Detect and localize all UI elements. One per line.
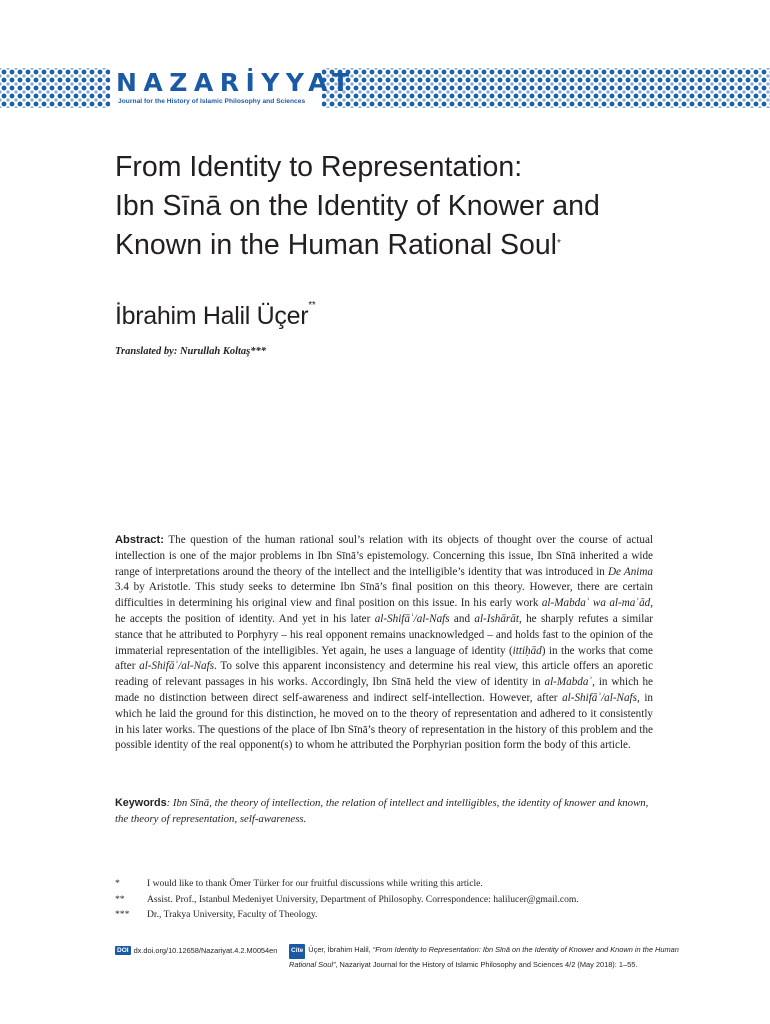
abstract-body [115, 534, 653, 751]
doi-line [115, 946, 277, 955]
abstract-italic-term: De Anima [608, 565, 653, 578]
abstract-italic-term: al-Shifāʾ/al-Nafs [139, 660, 215, 673]
abstract-text: The question of the human rational soul’s relation with its objects of thought over the course of actual intellection is one of the major problems in Ibn Sīnā’s epistemology. Concerning this issue, Ibn Sīnā inherited a wide range of interpretations around the theory of the intellect and the intelligible’s identity that was introduced in [115, 534, 653, 578]
abstract-text: , in which he laid the ground for this distinction, he moved on to the theory of representation and adhered to it consistently in his later works. The questions of the place of Ibn Sīnā’s theory of representation in the history of this problem and the possible identity of the real opponent(s) to whom he attributed the Porphyrian position form the body of this article. [115, 691, 653, 752]
author-name [115, 302, 315, 331]
cite-author: Üçer, İbrahim Halil, [308, 945, 373, 954]
title-line-2: Ibn Sīnā on the Identity of Knower and [115, 190, 600, 222]
abstract [115, 533, 653, 754]
cite-rest: , Nazariyat Journal for the History of Islamic Philosophy and Sciences 4/2 (May 2018): 1–55. [335, 959, 638, 969]
footnote-text: Assist. Prof., Istanbul Medeniyet University, Department of Philosophy. Correspondence: halilucer@gmail.com. [147, 893, 579, 905]
footnote-2 [115, 894, 675, 910]
keywords-text: : Ibn Sīnā, the theory of intellection, the relation of intellect and intelligibles, the identity of knower and known, the theory of representation, self-awareness. [115, 797, 649, 825]
cite-article-title: “From Identity to Representation: Ibn Sīnā on the Identity of Knower and Known in the Human Rational Soul” [289, 945, 679, 969]
doi-tag: DOI [117, 947, 129, 954]
footnote-text: Dr., Trakya University, Faculty of Theology. [147, 909, 318, 920]
abstract-italic-term: al-Mabdaʾ wa al-maʿād [541, 597, 651, 610]
keywords-label: Keywords [115, 797, 167, 809]
abstract-italic-term: al-Shifāʾ/al-Nafs [562, 691, 637, 704]
footnote-1 [115, 878, 675, 894]
doi-link[interactable]: dx.doi.org/10.12658/Nazariyat.4.2.M0054en [133, 946, 278, 955]
citation [289, 944, 689, 971]
footnote-mark: *** [115, 909, 130, 920]
abstract-text: 3.4 by Aristotle. This study seeks to determine Ibn Sīnā’s final position on this theory. However, there are certain difficulties in determining his original view and final position on this issue. In his early work [115, 581, 653, 610]
article-title [115, 148, 715, 265]
abstract-italic-term: ittiḥād [512, 644, 542, 657]
title-line-3-text: Known in the Human Rational Soul [115, 229, 558, 261]
abstract-text: and [449, 612, 475, 625]
translator-line: Translated by: Nurullah Koltaş*** [115, 346, 267, 357]
abstract-italic-term: al-Mabdaʾ [544, 676, 593, 689]
footnote-mark: * [115, 878, 120, 889]
title-footnote-mark: * [557, 238, 561, 249]
footnote-mark: ** [115, 893, 125, 905]
abstract-label: Abstract: [115, 534, 164, 546]
journal-subtitle: Journal for the History of Islamic Philosophy and Sciences [118, 98, 306, 105]
abstract-text: ) in the works that come after [115, 644, 653, 673]
author-text: İbrahim Halil Üçer [115, 302, 309, 330]
abstract-text: , in which he made no distinction between direct self-awareness and indirect self-intellection. However, after [115, 676, 653, 704]
title-line-1: From Identity to Representation: [115, 151, 523, 183]
abstract-text: . To solve this apparent inconsistency and determine his real view, this article offers an aporetic reading of relevant passages in his works. Accordingly, Ibn Sīnā held the view of identity in [115, 660, 653, 689]
abstract-italic-term: al-Shifāʾ/al-Nafs [374, 612, 450, 625]
cite-tag: Cite [289, 944, 305, 959]
abstract-text: , he sharply refutes a similar stance that he attributed to Porphyry – his real opponent remains unacknowledged – and holds fast to the opinion of the immaterial representation of the intelligibles. Yet again, he uses a language of identity ( [115, 612, 653, 657]
keywords [115, 795, 655, 827]
footnote-text: I would like to thank Ömer Türker for our fruitful discussions while writing this article. [147, 878, 483, 889]
abstract-text: , he accepts the position of identity. And yet in his later [115, 597, 654, 625]
title-line-3 [115, 226, 715, 265]
author-footnote-mark: ** [308, 300, 316, 311]
footnotes [115, 878, 675, 925]
journal-logo: NAZARİYYAT [116, 68, 356, 97]
abstract-italic-term: al-Ishārāt [474, 612, 519, 625]
footnote-3 [115, 909, 675, 925]
